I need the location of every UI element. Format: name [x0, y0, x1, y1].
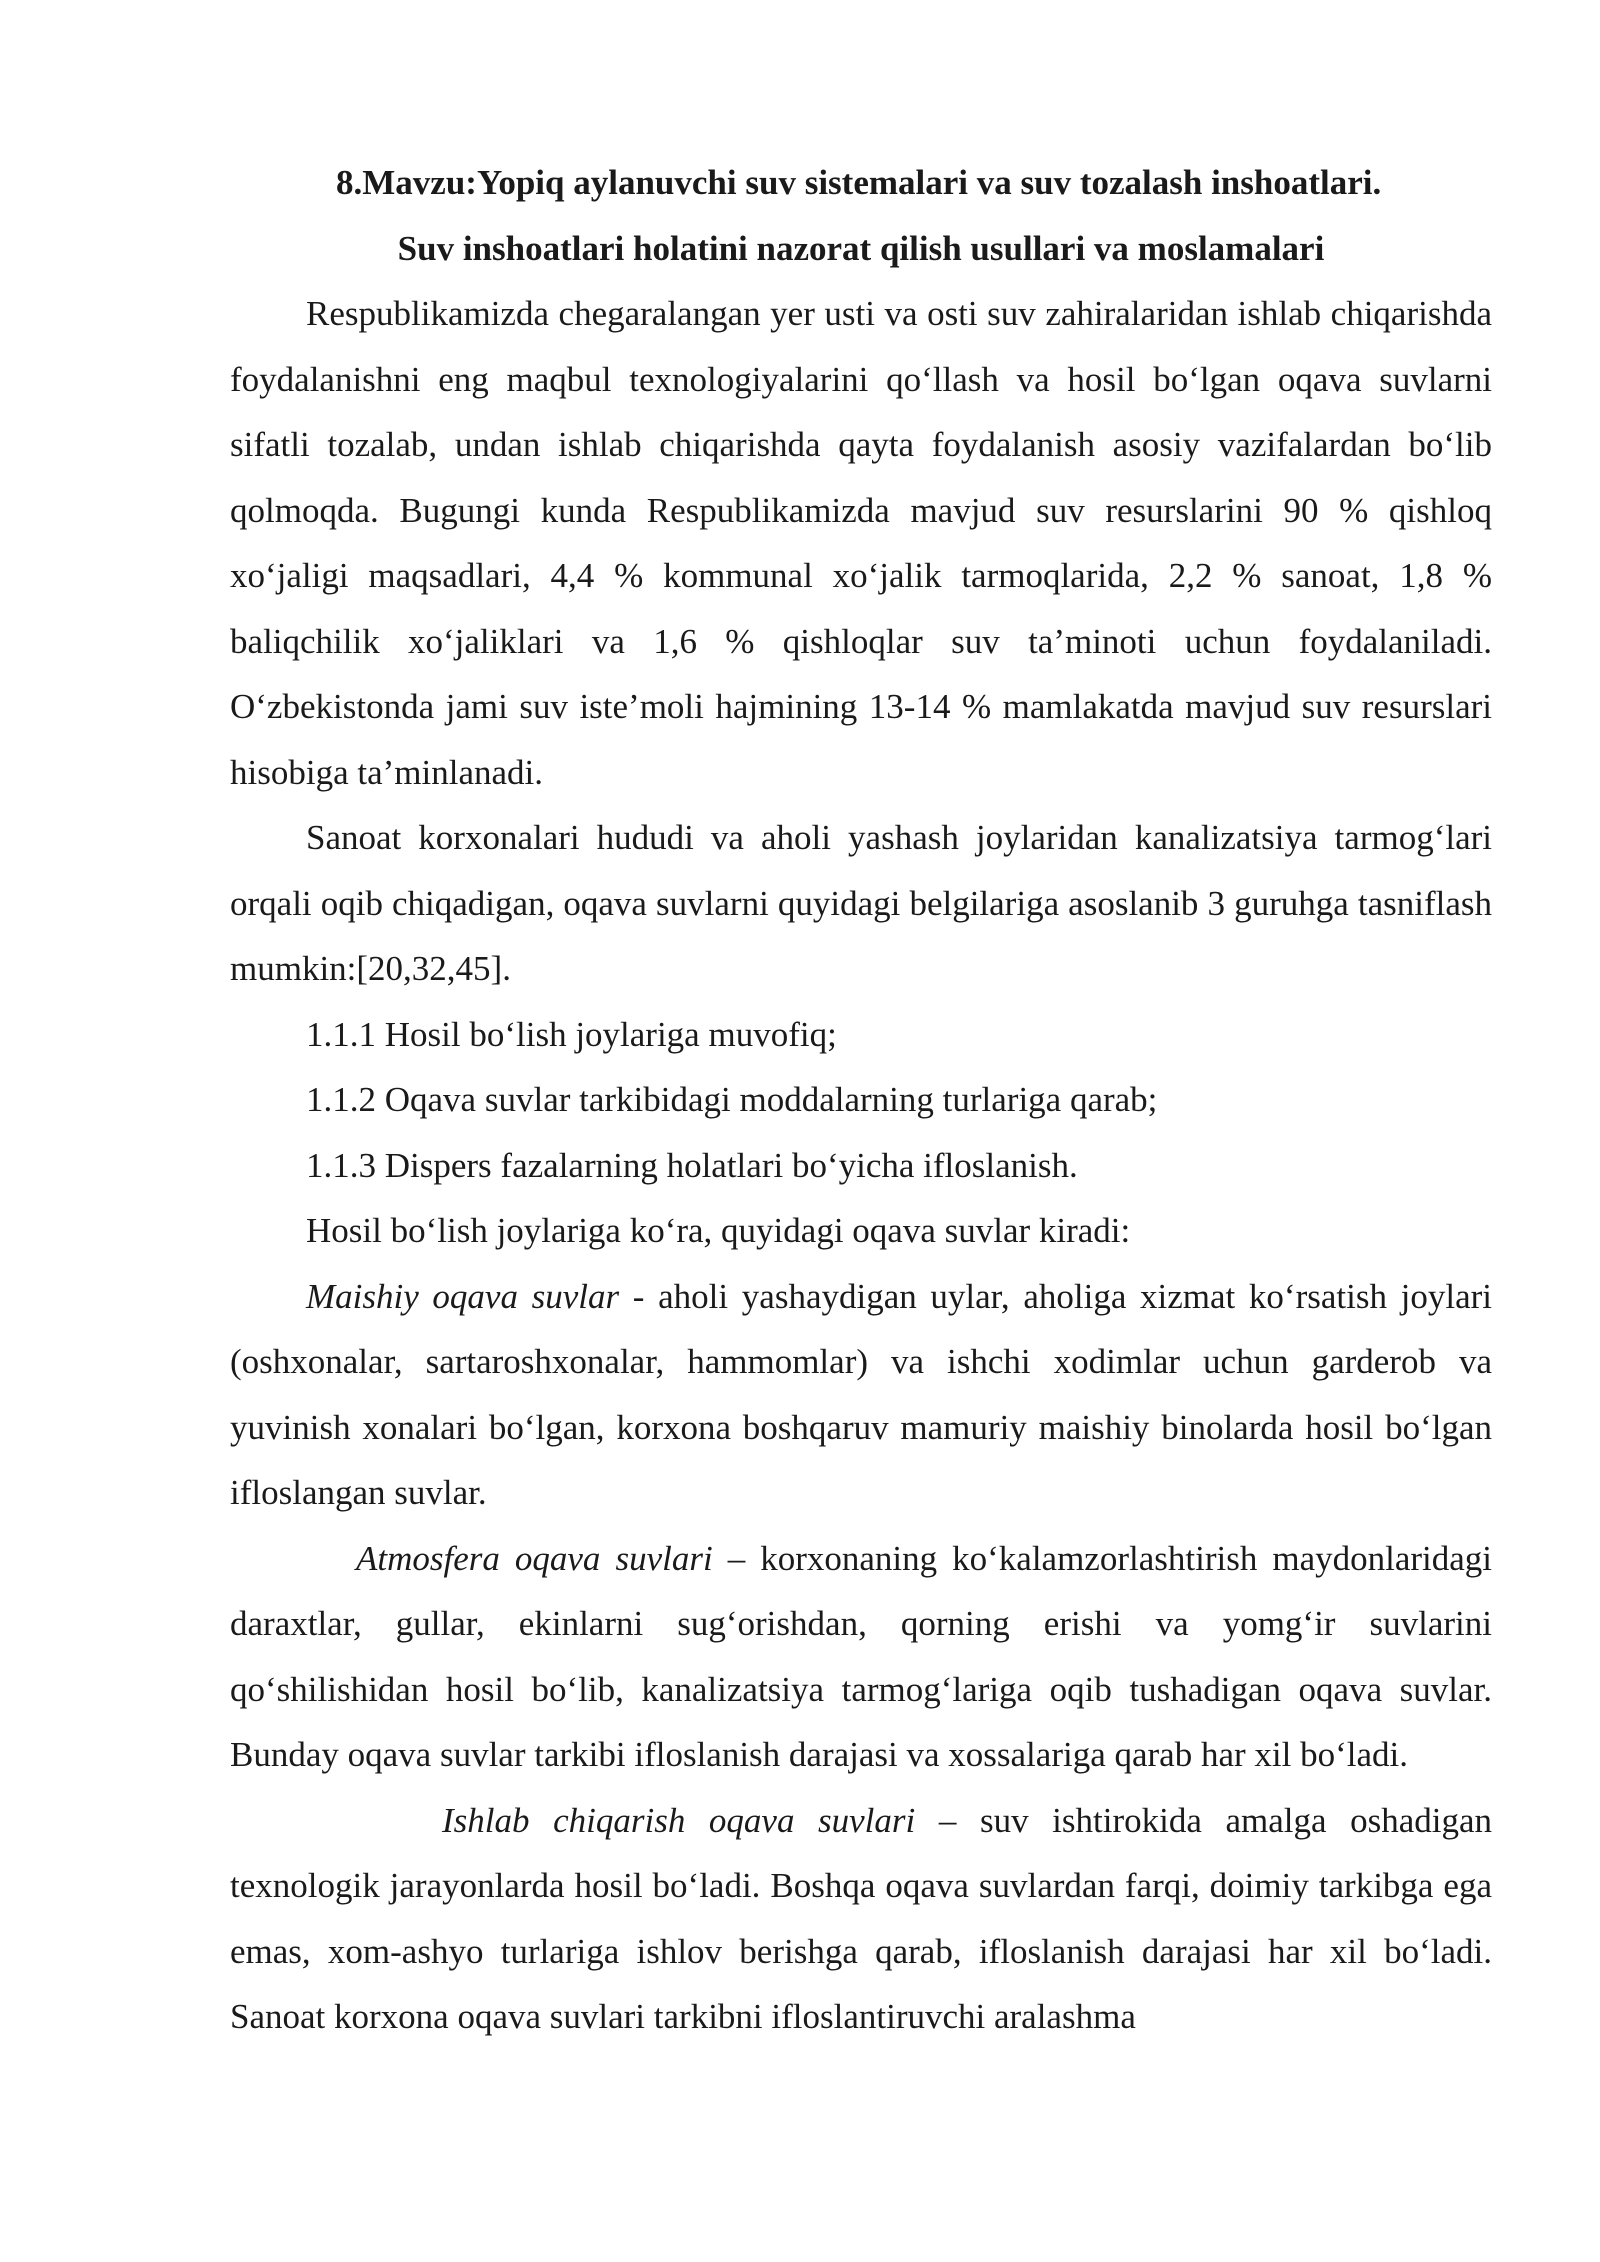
list-item: 1.1.3 Dispers fazalarning holatlari bo‘yicha ifloslanish. — [306, 1145, 1078, 1185]
definition-industrial-wastewater: – suv ishtirokida amalga oshadigan texnologik jarayonlarda hosil bo‘ladi. Boshqa oqava suvlardan farqi, doimiy tarkibga ega emas, xom-ashyo turlariga ishlov berishga qarab, ifloslanish darajasi har xil bo‘ladi. Sanoat korxona oqava suvlari tarkibni ifloslantiruvchi aralashma — [230, 1800, 1493, 2036]
paragraph-atmospheric-wastewater — [230, 1526, 1492, 1788]
term-domestic-wastewater: Maishiy oqava suvlar — [306, 1276, 620, 1316]
paragraph-domestic-wastewater — [230, 1264, 1492, 1526]
paragraph-origin-intro: Hosil bo‘lish joylariga ko‘ra, quyidagi oqava suvlar kiradi: — [306, 1211, 1131, 1250]
term-atmospheric-wastewater: Atmosfera oqava suvlari — [356, 1538, 713, 1578]
term-industrial-wastewater: Ishlab chiqarish oqava suvlari — [442, 1800, 916, 1840]
list-item: 1.1.2 Oqava suvlar tarkibidagi moddalarning turlariga qarab; — [306, 1080, 1158, 1119]
document-subtitle: Suv inshoatlari holatini nazorat qilish usullari va moslamalari — [397, 228, 1325, 268]
document-title: 8.Mavzu:Yopiq aylanuvchi suv sistemalari va suv tozalash inshoatlari. — [336, 163, 1382, 202]
definition-atmospheric-wastewater: – korxonaning ko‘kalamzorlashtirish maydonlaridagi daraxtlar, gullar, ekinlarni sug‘orishdan, qorning erishi va yomg‘ir suvlarini qo‘shilishidan hosil bo‘lib, kanalizatsiya tarmog‘lariga oqib tushadigan oqava suvlar. Bunday oqava suvlar tarkibi ifloslanish darajasi va xossalariga qarab har xil bo‘ladi. — [230, 1538, 1492, 1774]
paragraph-industrial-wastewater — [230, 1788, 1492, 2050]
paragraph-water-resources: Respublikamizda chegaralangan yer usti va osti suv zahiralaridan ishlab chiqarishda foydalanishni eng maqbul texnologiyalarini qo‘llash va hosil bo‘lgan oqava suvlarni sifatli tozalab, undan ishlab chiqarishda qayta foydalanish asosiy vazifalardan bo‘lib qolmoqda. Bugungi kunda Respublikamizda mavjud suv resurslarini 90 % qishloq xo‘jaligi maqsadlari, 4,4 % kommunal xo‘jalik tarmoqlarida, 2,2 % sanoat, 1,8 % baliqchilik xo‘jaliklari va 1,6 % qishloqlar suv ta’minoti uchun foydalaniladi. O‘zbekistonda jami suv iste’moli hajmining 13-14 % mamlakatda mavjud suv resurslari hisobiga ta’minlanadi. — [230, 294, 1492, 792]
paragraph-wastewater-groups: Sanoat korxonalari hududi va aholi yashash joylaridan kanalizatsiya tarmog‘lari orqali oqib chiqadigan, oqava suvlarni quyidagi belgilariga asoslanib 3 guruhga tasniflash mumkin:[20,32,45]. — [230, 818, 1492, 988]
definition-domestic-wastewater: - aholi yashaydigan uylar, aholiga xizmat ko‘rsatish joylari (oshxonalar, sartaroshxonalar, hammomlar) va ishchi xodimlar uchun garderob va yuvinish xonalari bo‘lgan, korxona boshqaruv mamuriy maishiy binolarda hosil bo‘lgan ifloslangan suvlar. — [230, 1276, 1492, 1512]
list-item: 1.1.1 Hosil bo‘lish joylariga muvofiq; — [306, 1014, 837, 1054]
document-page — [230, 150, 1492, 2050]
